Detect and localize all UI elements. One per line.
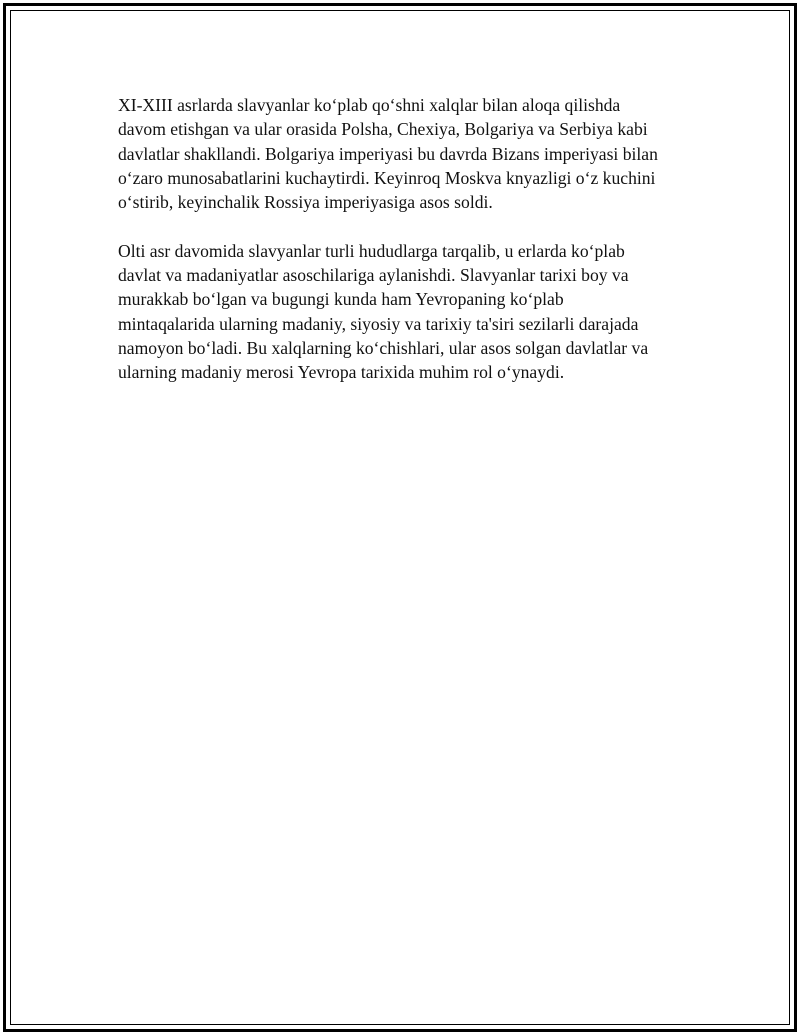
text-line: ularning madaniy merosi Yevropa tarixida muhim rol o‘ynaydi. bbox=[118, 362, 565, 383]
text-line: murakkab bo‘lgan va bugungi kunda ham Yevropaning ko‘plab bbox=[118, 289, 564, 310]
text-line: davlat va madaniyatlar asoschilariga aylanishdi. Slavyanlar tarixi boy va bbox=[118, 265, 629, 286]
text-line: davlatlar shakllandi. Bolgariya imperiyasi bu davrda Bizans imperiyasi bilan bbox=[118, 143, 658, 164]
text-line: Olti asr davomida slavyanlar turli hududlarga tarqalib, u erlarda ko‘plab bbox=[118, 240, 625, 261]
text-line: davom etishgan va ular orasida Polsha, Chexiya, Bolgariya va Serbiya kabi bbox=[118, 119, 648, 140]
text-line: mintaqalarida ularning madaniy, siyosiy va tarixiy ta'siri sezilarli darajada bbox=[118, 313, 639, 334]
text-line: XI-XIII asrlarda slavyanlar ko‘plab qo‘shni xalqlar bilan aloqa qilishda bbox=[118, 95, 621, 115]
document-body bbox=[118, 93, 718, 409]
text-line: o‘stirib, keyinchalik Rossiya imperiyasiga asos soldi. bbox=[118, 192, 493, 213]
paragraph-2 bbox=[118, 239, 718, 385]
text-line: namoyon bo‘ladi. Bu xalqlarning ko‘chishlari, ular asos solgan davlatlar va bbox=[118, 337, 649, 358]
paragraph-1 bbox=[118, 93, 718, 214]
text-line: o‘zaro munosabatlarini kuchaytirdi. Keyinroq Moskva knyazligi o‘z kuchini bbox=[118, 167, 656, 188]
